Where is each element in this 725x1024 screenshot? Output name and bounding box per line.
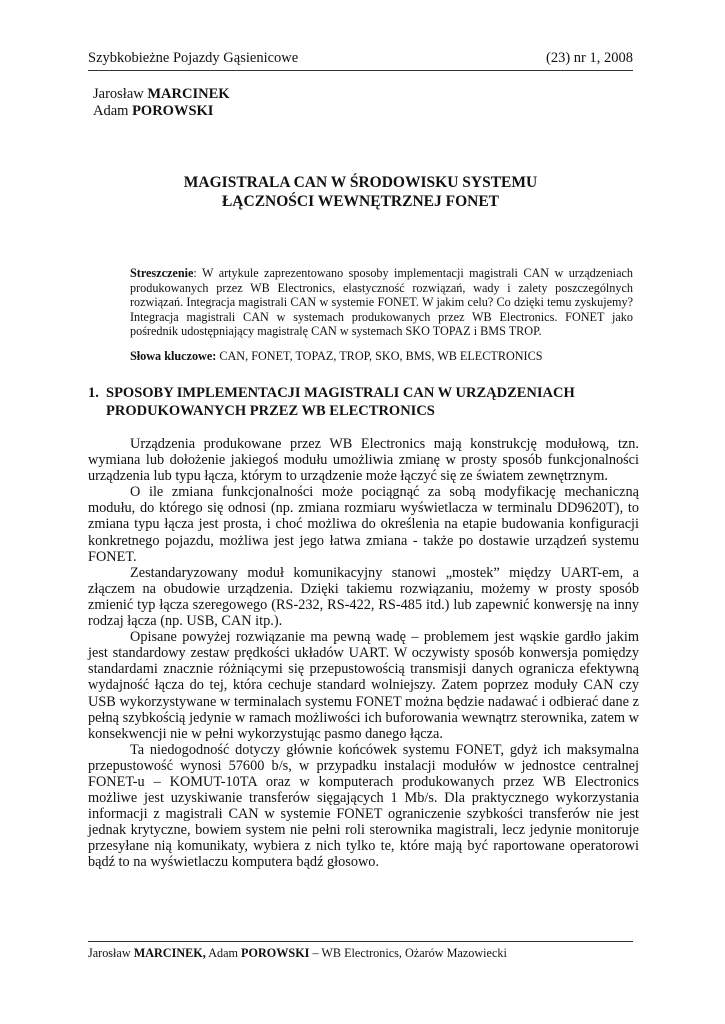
author: Adam POROWSKI	[93, 103, 214, 119]
abstract-text: : W artykule zaprezentowano sposoby implementacji magistrali CAN w urządzeniach produkowanych przez WB Electronics, elastyczność rozwiązań, wady i zalety poszczególnych rozwiązań. Integracja magistrali CAN w systemie FONET. W jakim celu? Co dzięki temu zyskujemy? Integracja magistrali CAN w systemach produkowanych przez WB Electronics. FONET jako pośrednik udostępniający magistralę CAN w systemach SKO TOPAZ i BMS TROP.	[130, 266, 633, 339]
footer-rule	[88, 941, 633, 942]
paragraph: Opisane powyżej rozwiązanie ma pewną wadę – problemem jest wąskie gardło jakim jest standardowy zestaw prędkości układów UART. W oczywisty sposób konwersja pomiędzy standardami znacznie różniącymi się przepustowością transmisji danych ogranicza efektywną wydajność łącza do tej, która cechuje standard wolniejszy. Zatem poprzez moduły CAN czy USB wykorzystywane w terminalach systemu FONET można będzie nadawać i odbierać dane z pełną szybkością jedynie w ramach możliwości ich buforowania wewnątrz sterownika, zatem w konsekwencji nie w pełni wykorzystując pasmo danego łącza.	[88, 629, 639, 742]
abstract-label: Streszczenie	[130, 266, 194, 280]
running-header	[88, 50, 633, 67]
paper-title: MAGISTRALA CAN W ŚRODOWISKU SYSTEMU ŁĄCZNOŚCI WEWNĘTRZNEJ FONET	[183, 174, 538, 210]
author-list	[93, 86, 230, 120]
keywords-label: Słowa kluczowe:	[130, 349, 217, 363]
paragraph: Urządzenia produkowane przez WB Electronics mają konstrukcję modułową, tzn. wymiana lub dołożenie jakiegoś modułu umożliwia zmianę w prosty sposób funkcjonalności urządzenia lub typu łącza, którym to urządzenie może łączyć się ze światem zewnętrznym.	[88, 436, 639, 485]
author: Jarosław MARCINEK	[93, 86, 230, 102]
header-rule	[88, 70, 633, 71]
body-text	[88, 436, 639, 871]
section-heading: 1. SPOSOBY IMPLEMENTACJI MAGISTRALI CAN W URZĄDZENIACH PRODUKOWANYCH PRZEZ WB ELECTRONICS	[88, 385, 575, 419]
paragraph: Ta niedogodność dotyczy głównie końcówek systemu FONET, gdyż ich maksymalna przepustowość wynosi 57600 b/s, w przypadku instalacji modułów w jednostce centralnej FONET-u – KOMUT-10TA oraz w komputerach produkowanych przez WB Electronics możliwe jest uzyskiwanie transferów sięgających 1 Mb/s. Dla praktycznego wykorzystania informacji z magistrali CAN w systemie FONET ograniczenie szybkości transferów nie jest jednak krytyczne, bowiem system nie pełni roli sterownika magistrali, lecz jedynie monitoruje przesyłane nią komunikaty, wybiera z nich tylko te, które mają być raportowane operatorowi bądź to na wyświetlaczu komputera bądź głosowo.	[88, 741, 639, 871]
issue-number: (23) nr 1, 2008	[546, 50, 633, 66]
keywords-text: CAN, FONET, TOPAZ, TROP, SKO, BMS, WB ELECTRONICS	[216, 349, 543, 363]
journal-name: Szybkobieżne Pojazdy Gąsienicowe	[88, 50, 299, 66]
section-number: 1.	[88, 385, 99, 401]
paragraph: O ile zmiana funkcjonalności może pociągnąć za sobą modyfikację mechaniczną modułu, do którego się odnosi (np. zmiana rozmiaru wyświetlacza w terminalu DD9620T), to zmiana typu łącza jest prosta, i choć możliwa do określenia na etapie budowania konfiguracji konkretnego pojazdu, możliwa jest jego łatwa zmiana - także po dostawie urządzeń systemu FONET.	[88, 484, 639, 565]
paragraph: Zestandaryzowany moduł komunikacyjny stanowi „mostek” między UART-em, a złączem na obudowie urządzenia. Dzięki takiemu rozwiązaniu, możemy w prosty sposób zmienić typ łącza szeregowego (RS-232, RS-422, RS-485 itd.) lub zapewnić konwersję na inny rodzaj łącza (np. USB, CAN itp.).	[88, 564, 639, 630]
keywords	[130, 349, 633, 364]
page-footer: Jarosław MARCINEK, Adam POROWSKI – WB Electronics, Ożarów Mazowiecki	[88, 946, 507, 960]
abstract	[130, 266, 633, 339]
